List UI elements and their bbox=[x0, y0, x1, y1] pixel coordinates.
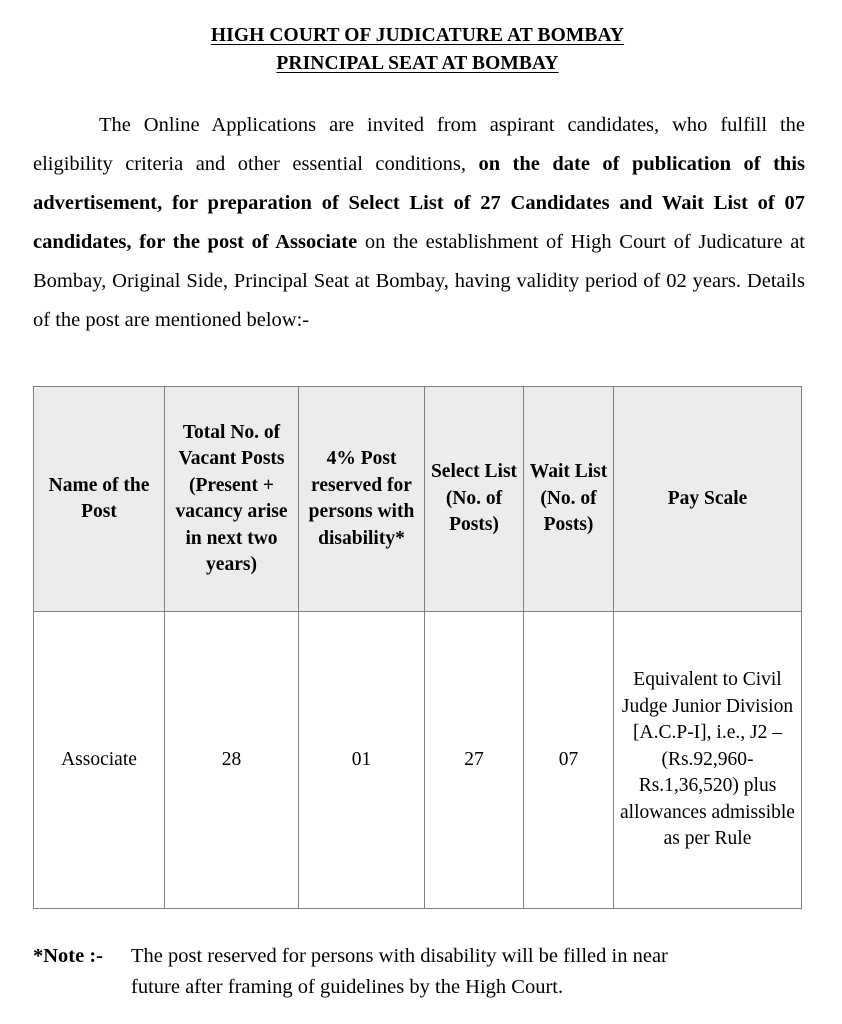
intro-text-part-2: on the establishment of High Court of Judicature at Bombay, Original Side, Principal Seat at Bombay, having validity period of 02 years. Details of the post are mentioned below:- bbox=[33, 231, 805, 331]
document-title bbox=[33, 22, 802, 78]
table-body bbox=[34, 612, 802, 909]
cell-reserved-disability: 01 bbox=[299, 612, 425, 909]
document-title-line-2-text: PRINCIPAL SEAT AT BOMBAY bbox=[276, 53, 559, 74]
cell-pay-scale: Equivalent to Civil Judge Junior Division [A.C.P-I], i.e., J2 – (Rs.92,960-Rs.1,36,520) plus allowances admissible as per Rule bbox=[614, 612, 802, 909]
footnote-text-line-2: future after framing of guidelines by the High Court. bbox=[131, 976, 564, 998]
column-header-select-list: Select List (No. of Posts) bbox=[425, 387, 524, 612]
intro-text-bold: on the date of publication of this advertisement, for preparation of Select List of 27 Candidates and Wait List of 07 candidates, for the post of Associate bbox=[33, 153, 805, 253]
table-header-row bbox=[34, 387, 802, 612]
document-title-line-1 bbox=[33, 22, 802, 50]
column-header-total-vacant-posts: Total No. of Vacant Posts (Present + vacancy arise in next two years) bbox=[165, 387, 299, 612]
column-header-reserved-disability: 4% Post reserved for persons with disability* bbox=[299, 387, 425, 612]
footnote bbox=[33, 941, 807, 1003]
column-header-wait-list: Wait List (No. of Posts) bbox=[524, 387, 614, 612]
footnote-text bbox=[131, 941, 807, 1003]
cell-select-list: 27 bbox=[425, 612, 524, 909]
post-details-table bbox=[33, 386, 802, 909]
post-details-table-wrapper bbox=[33, 386, 801, 909]
cell-wait-list: 07 bbox=[524, 612, 614, 909]
cell-name-of-post: Associate bbox=[34, 612, 165, 909]
intro-paragraph bbox=[33, 78, 805, 340]
document-title-line-1-text: HIGH COURT OF JUDICATURE AT BOMBAY bbox=[210, 25, 625, 46]
footnote-text-line-1: The post reserved for persons with disability will be filled in near bbox=[131, 945, 668, 967]
table-row bbox=[34, 612, 802, 909]
column-header-name-of-post: Name of the Post bbox=[34, 387, 165, 612]
table-header bbox=[34, 387, 802, 612]
cell-total-vacant-posts: 28 bbox=[165, 612, 299, 909]
column-header-pay-scale: Pay Scale bbox=[614, 387, 802, 612]
footnote-label: *Note :- bbox=[33, 945, 104, 967]
intro-text-part-1: The Online Applications are invited from aspirant candidates, who fulfill the eligibility criteria and other essential conditions, bbox=[33, 114, 805, 175]
document-title-line-2 bbox=[33, 50, 802, 78]
